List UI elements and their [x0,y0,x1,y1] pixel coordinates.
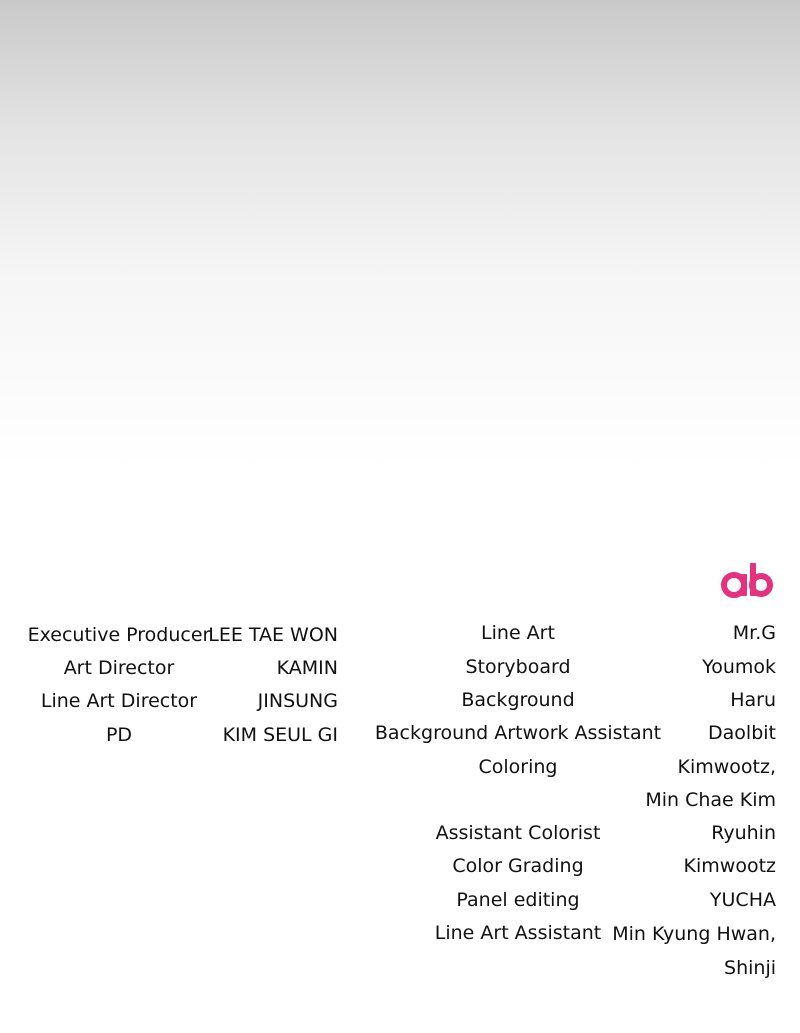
credit-name-art-director: KAMIN [276,657,338,679]
credit-role-pd: PD [105,724,133,746]
credit-role-executive-producer: Executive Producer [27,624,211,646]
ab-logo [720,561,774,601]
credit-name-background-artwork-assistant: Daolbit [708,722,776,744]
credit-role-art-director: Art Director [63,657,175,679]
credit-name-line-art-assistant-line2: Shinji [724,957,776,979]
credit-name-line-art-director: JINSUNG [257,690,338,712]
credit-name-line-art: Mr.G [732,622,776,644]
credit-name-panel-editing: YUCHA [709,889,776,911]
credit-name-executive-producer: LEE TAE WON [208,624,338,646]
logo-letter-a-stem [741,574,747,596]
logo-letter-b-bowl [752,576,770,594]
credit-role-assistant-colorist: Assistant Colorist [435,822,601,844]
credit-name-assistant-colorist: Ryuhin [711,822,776,844]
credit-role-line-art: Line Art [481,622,555,644]
credit-name-background: Haru [730,689,776,711]
credit-role-color-grading: Color Grading [452,855,584,877]
credit-role-background: Background [461,689,575,711]
credit-name-coloring-line2: Min Chae Kim [645,789,776,811]
credit-role-line-art-assistant: Line Art Assistant [434,922,602,944]
credit-role-line-art-director: Line Art Director [40,690,198,712]
credit-name-storyboard: Youmok [702,656,776,678]
top-gradient-panel [0,0,800,470]
credit-name-coloring-line1: Kimwootz, [677,756,776,778]
credit-role-panel-editing: Panel editing [456,889,580,911]
credit-role-background-artwork-assistant: Background Artwork Assistant [374,722,662,744]
credit-name-line-art-assistant-line1: Min Kyung Hwan, [612,923,776,945]
credit-role-storyboard: Storyboard [465,656,571,678]
credit-name-pd: KIM SEUL GI [222,724,338,746]
credit-role-coloring: Coloring [478,756,558,778]
credit-name-color-grading: Kimwootz [683,855,776,877]
